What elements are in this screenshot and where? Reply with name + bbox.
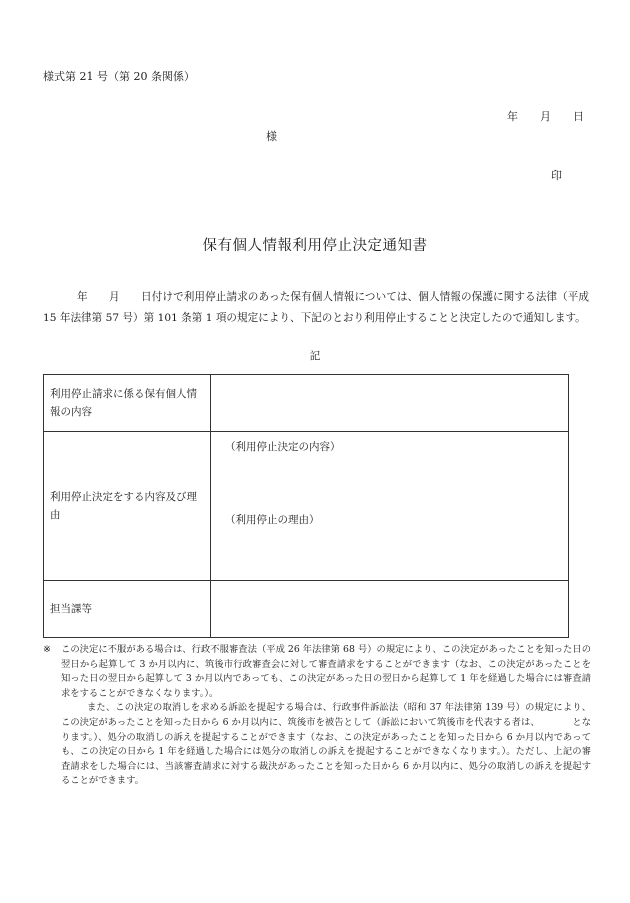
body-text: [43, 287, 589, 328]
row3-value: [211, 581, 569, 638]
row2-content-a: （利用停止決定の内容）: [225, 441, 341, 453]
addressee-suffix: 様: [266, 130, 277, 143]
notes: [43, 643, 591, 789]
date-day: 日: [573, 110, 584, 123]
row2-label: 利用停止決定をする内容及び理由: [44, 432, 211, 581]
note-mark: ※: [43, 644, 51, 655]
info-table: [43, 374, 569, 638]
table-row: [44, 375, 569, 432]
body-line-1: 年 月 日付けで利用停止請求のあった保有個人情報については、個人情報の保護に関する: [77, 291, 536, 303]
date-line: [507, 108, 584, 124]
table-row: [44, 432, 569, 581]
document-title: 保有個人情報利用停止決定通知書: [202, 238, 428, 254]
row1-value: [211, 375, 569, 432]
ki-heading: 記: [309, 350, 321, 362]
note-paragraph-1: この決定に不服がある場合は、行政不服審査法（平成 26 年法律第 68 号）の規定により、この決定があったことを知った日の翌日から起算して 3 か月以内に、筑後市行政審査会に対して審査請求をすることができます（なお、この決定があったことを知った日の翌日から起算して 3 か月以内であっても、この決定があった日の翌日から起算して 1 年を経過した場合には審査請求をすることができなくなります。）。: [61, 644, 591, 699]
note-paragraph-2: また、この決定の取消しを求める訴訟を提起する場合は、行政事件訴訟法（昭和 37 年法律第 139 号）の規定により、この決定があったことを知った日から 6 か月以内に、筑後市を被告として（訴訟において筑後市を代表する者は、 となります。）、処分の取消しの訴えを提起することができます（なお、この決定があったことを知った日から 6 か月以内であっても、この決定の日から 1 年を経過した場合には処分の取消しの訴えを提起することができなくなります。）。ただし、上記の審査請求をした場合には、当該審査請求に対する裁決があったことを知った日から 6 か月以内に、処分の取消しの訴えを提起することができます。: [61, 702, 591, 787]
date-month: 月: [540, 110, 551, 123]
table-row: [44, 581, 569, 638]
row2-value: [211, 432, 569, 581]
row1-label: 利用停止請求に係る保有個人情報の内容: [44, 375, 211, 432]
row3-label: 担当課等: [44, 581, 211, 638]
body-rest: 法律（平成 15 年法律第 57 号）第 101 条第 1 項の規定により、下記のとおり利用停止することと決定したので通知します。: [43, 291, 589, 324]
seal-mark: 印: [551, 169, 562, 182]
form-number: 様式第 21 号（第 20 条関係）: [43, 70, 195, 83]
row2-content-b: （利用停止の理由）: [225, 514, 320, 526]
date-year: 年: [507, 110, 518, 123]
